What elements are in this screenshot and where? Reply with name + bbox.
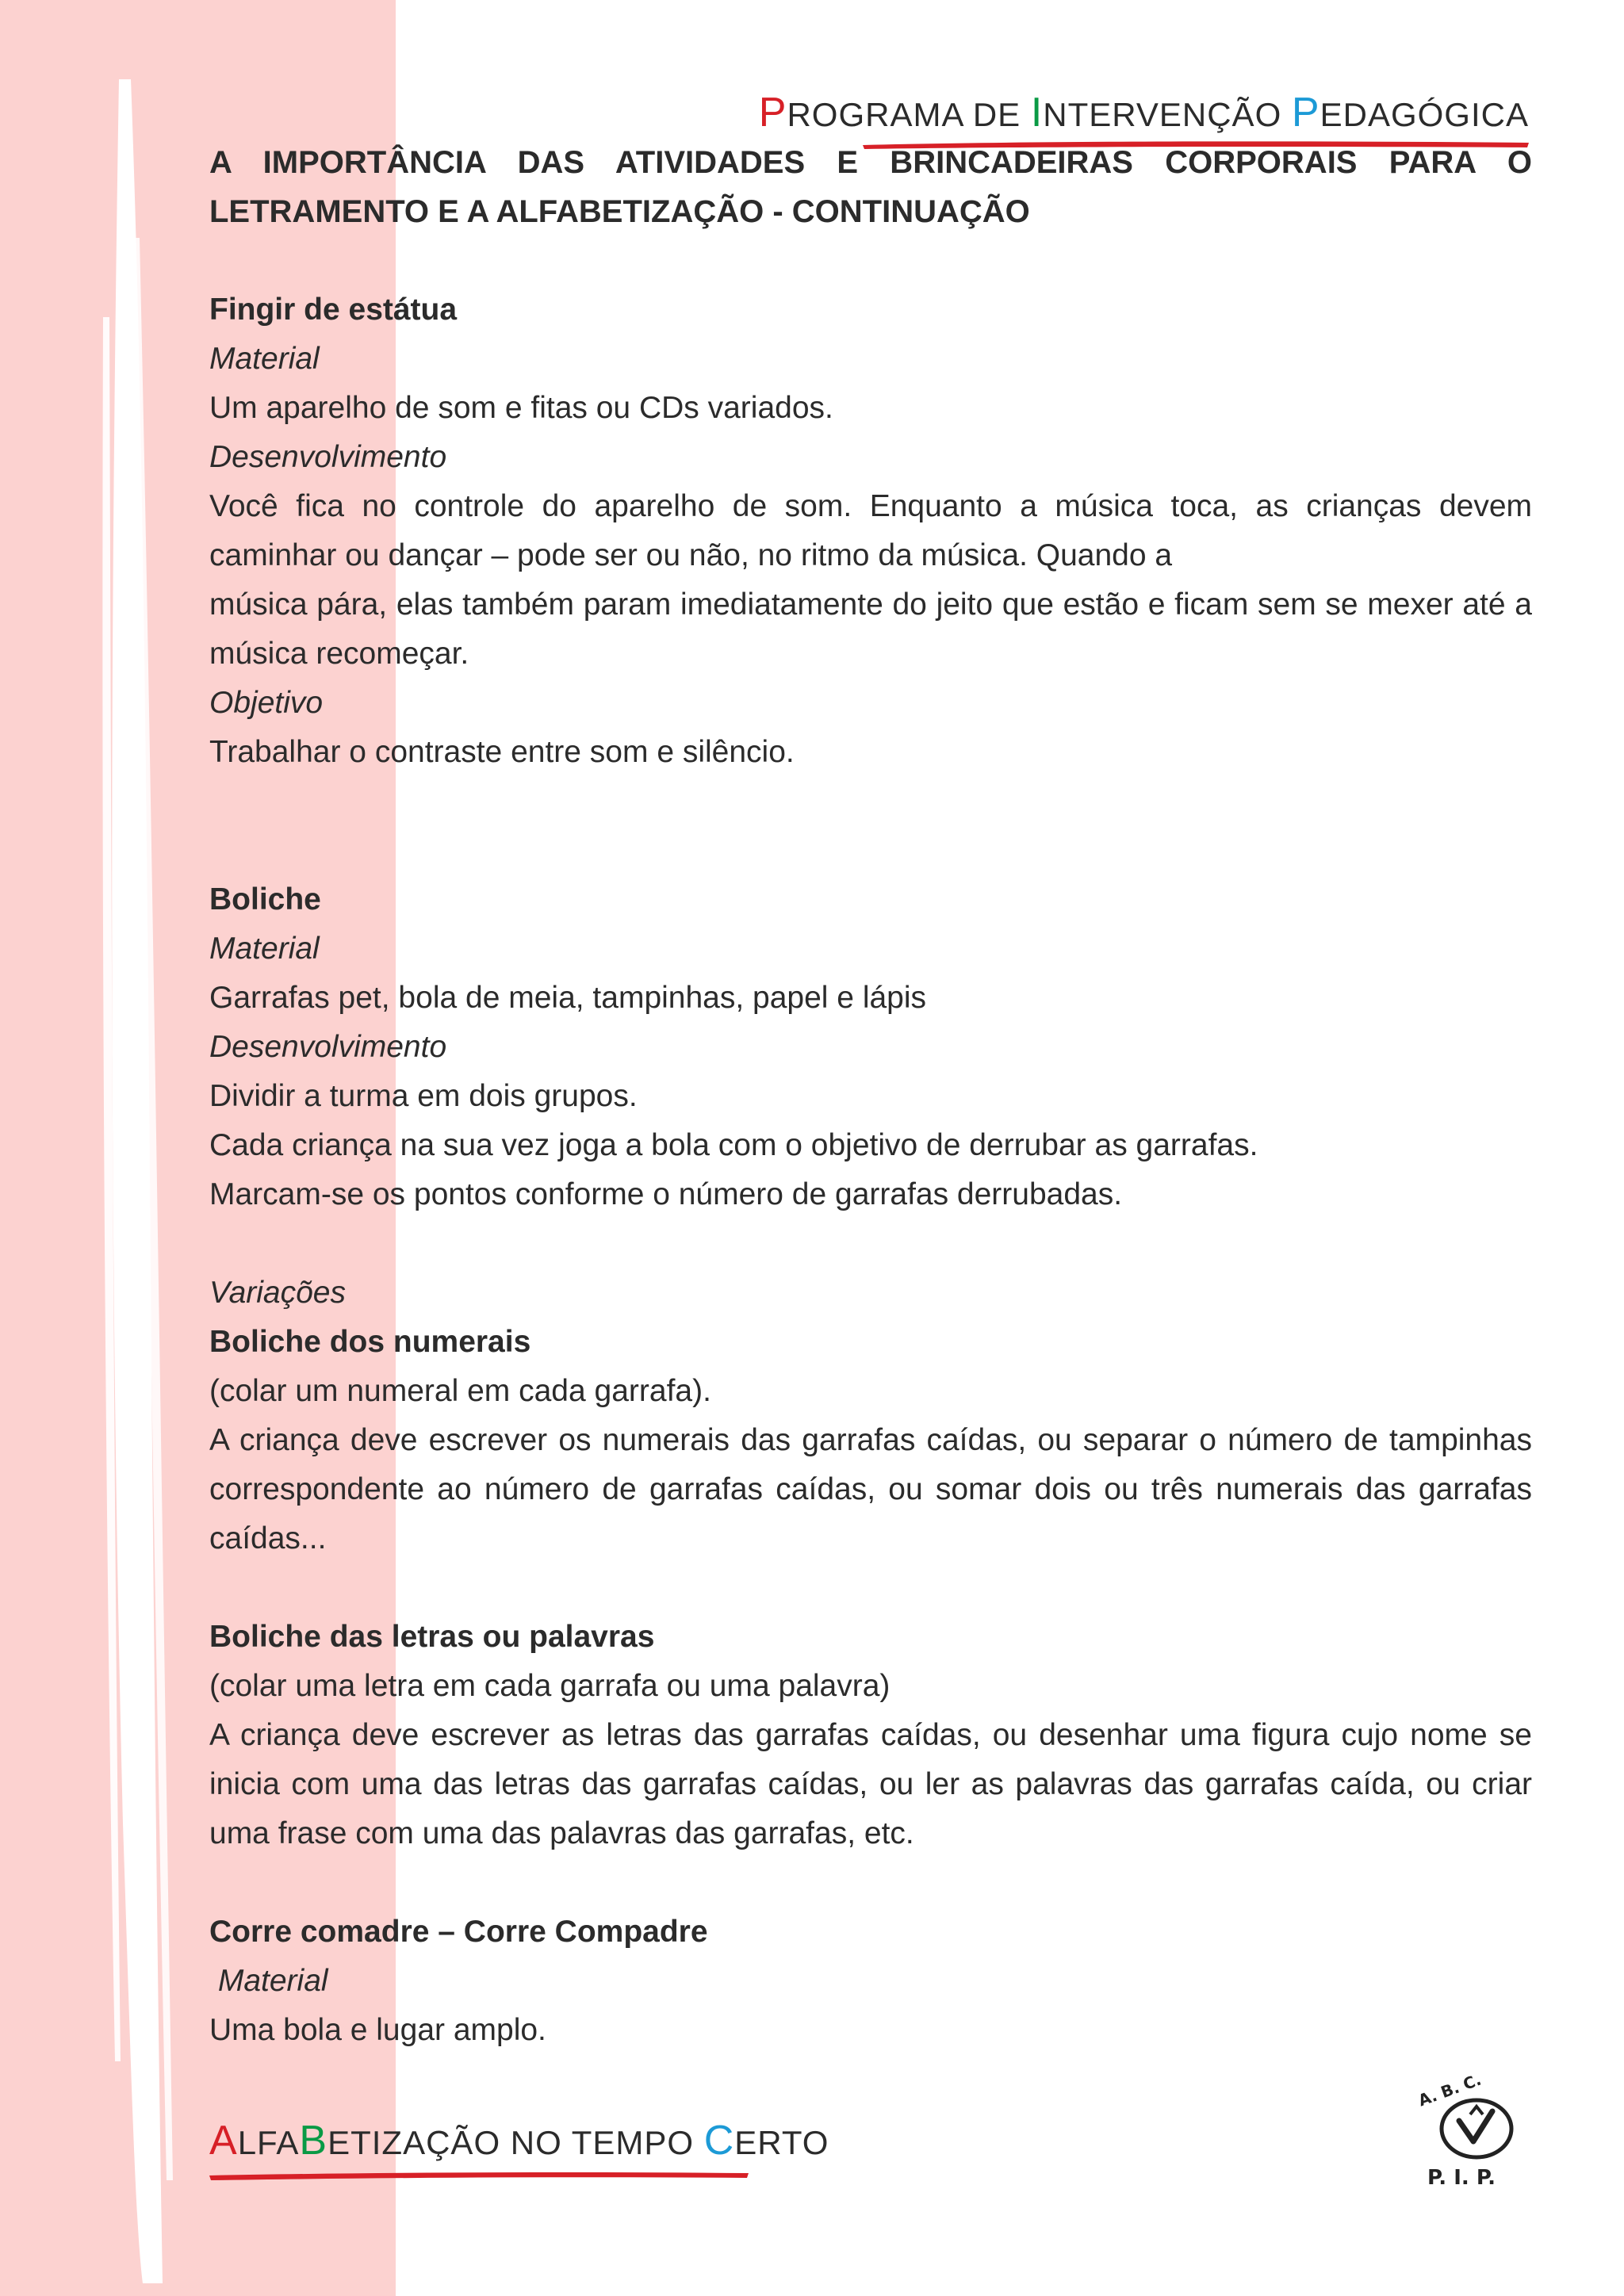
label-desenvolvimento: Desenvolvimento [209, 1030, 447, 1064]
footer-title [209, 2117, 829, 2164]
section-heading: Fingir de estátua [209, 293, 458, 327]
program-title-initial: P [758, 90, 787, 136]
pip-logo [1404, 2065, 1538, 2192]
paragraph: Um aparelho de som e fitas ou CDs variados. [209, 391, 833, 425]
label-desenvolvimento: Desenvolvimento [209, 440, 447, 474]
paragraph: A criança deve escrever as letras das garrafas caídas, ou desenhar uma figura cujo nome se inicia com uma das letras das garrafas caídas, ou ler as palavras das garrafas caída, ou criar uma frase com uma das palavras das garrafas, etc. [209, 1718, 1532, 1850]
paragraph: Uma bola e lugar amplo. [209, 2013, 546, 2047]
footer-title-part: LFA [237, 2124, 300, 2161]
subsection-heading: Boliche das letras ou palavras [209, 1620, 655, 1654]
main-content [209, 138, 1532, 2055]
program-title-initial: P [1291, 90, 1320, 136]
program-title-part: NTERVENÇÃO [1043, 96, 1292, 133]
page-title: A IMPORTÂNCIA DAS ATIVIDADES E BRINCADEIRAS CORPORAIS PARA O [209, 145, 1532, 180]
paragraph: Trabalhar o contraste entre som e silêncio. [209, 735, 795, 769]
footer-title-part: ERTO [734, 2124, 829, 2161]
section-heading: Corre comadre – Corre Compadre [209, 1915, 708, 1949]
footer-underline [209, 2169, 749, 2182]
paragraph: Cada criança na sua vez joga a bola com o objetivo de derrubar as garrafas. [209, 1128, 1258, 1162]
program-title-part: EDAGÓGICA [1320, 96, 1529, 133]
paragraph: A criança deve escrever os numerais das garrafas caídas, ou separar o número de tampinhas correspondente ao número de garrafas caídas, ou somar dois ou três numerais das garrafas caídas... [209, 1423, 1532, 1556]
paragraph: Dividir a turma em dois grupos. [209, 1079, 638, 1113]
paragraph: (colar uma letra em cada garrafa ou uma palavra) [209, 1669, 891, 1703]
paragraph: Marcam-se os pontos conforme o número de garrafas derrubadas. [209, 1177, 1123, 1211]
page-footer [209, 2117, 829, 2182]
label-material: Material [209, 1964, 328, 1998]
paragraph: (colar um numeral em cada garrafa). [209, 1374, 711, 1408]
footer-title-part: ETIZAÇÃO NO TEMPO [327, 2124, 704, 2161]
paragraph: Garrafas pet, bola de meia, tampinhas, papel e lápis [209, 981, 927, 1015]
label-variacoes: Variações [209, 1276, 346, 1310]
footer-title-initial: B [299, 2118, 328, 2164]
section-heading: Boliche [209, 882, 321, 916]
label-objetivo: Objetivo [209, 686, 324, 720]
page-title-continued: LETRAMENTO E A ALFABETIZAÇÃO - CONTINUAÇÃO [209, 194, 1030, 229]
program-title-initial: I [1030, 90, 1044, 136]
logo-bottom-text: P. I. P. [1427, 2166, 1496, 2190]
label-material: Material [209, 342, 320, 376]
paragraph: Você fica no controle do aparelho de som. Enquanto a música toca, as crianças devem caminhar ou dançar – pode ser ou não, no ritmo da música. Quando a [209, 489, 1532, 572]
program-title-part: ROGRAMA DE [787, 96, 1031, 133]
label-material: Material [209, 932, 320, 966]
logo-arc-text: A. B. C. [1415, 2069, 1484, 2110]
footer-title-initial: A [209, 2118, 238, 2164]
brush-stroke-decoration [87, 79, 182, 2283]
paragraph: música pára, elas também param imediatamente do jeito que estão e ficam sem se mexer até a música recomeçar. [209, 587, 1532, 671]
check-circle-icon [1459, 2111, 1492, 2141]
subsection-heading: Boliche dos numerais [209, 1325, 531, 1359]
footer-title-initial: C [703, 2118, 735, 2164]
program-title [759, 89, 1529, 136]
